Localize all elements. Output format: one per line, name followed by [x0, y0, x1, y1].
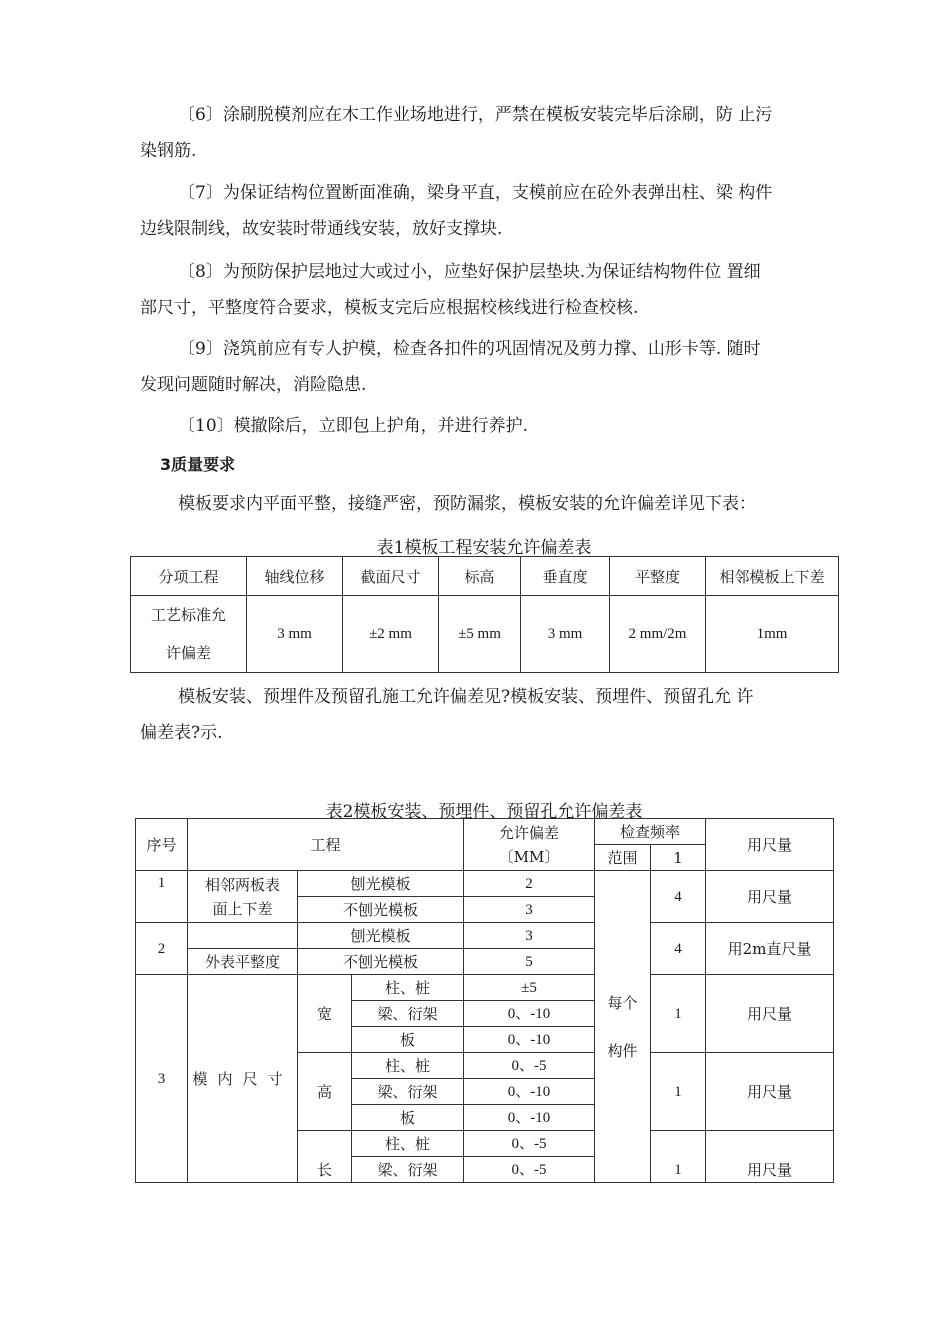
value-cell: ±5 mm — [439, 596, 521, 673]
text-line: 〔8〕为预防保护层地过大或过小，应垫好保护层垫块.为保证结构物件位 置细 — [178, 262, 761, 282]
dimension-cell: 宽 — [298, 975, 352, 1053]
seq-cell: 1 — [136, 871, 188, 923]
sub-item-cell: 刨光模板 — [298, 871, 464, 897]
table-row — [136, 923, 834, 949]
header-frequency: 检查频率 — [595, 819, 706, 845]
header-tolerance-label: 允许偏差 — [499, 823, 560, 842]
method-cell: 用2m直尺量 — [706, 923, 834, 975]
item-cell — [188, 871, 298, 923]
row-label-cell — [131, 596, 247, 673]
sub-item-cell: 不刨光模板 — [298, 897, 464, 923]
member-cell: 梁、衍架 — [352, 1157, 464, 1183]
text-line: 模板要求内平面平整，接缝严密，预防漏浆，模板安装的允许偏差详见下表： — [178, 494, 756, 514]
table-header-row — [131, 557, 839, 596]
member-cell: 梁、衍架 — [352, 1079, 464, 1105]
table2 — [135, 818, 834, 1183]
header-range: 范围 — [595, 845, 651, 871]
header-method: 用尺量 — [706, 819, 834, 871]
header-cell: 截面尺寸 — [343, 557, 439, 596]
qty-cell: 4 — [651, 871, 706, 923]
method-cell: 用尺量 — [706, 975, 834, 1053]
header-item: 工程 — [188, 819, 464, 871]
paragraph-10 — [140, 408, 840, 444]
table2-caption: 表2模板安装、预埋件、预留孔允许偏差表 — [325, 802, 643, 822]
header-cell: 分项工程 — [131, 557, 247, 596]
header-qty: 1 — [651, 845, 706, 871]
range-line: 构件 — [607, 1041, 638, 1060]
text-line: 〔7〕为保证结构位置断面准确，梁身平直，支模前应在砼外表弹出柱、梁 构件 — [178, 183, 773, 203]
method-cell: 用尺量 — [706, 1131, 834, 1183]
tolerance-cell: 3 — [464, 923, 595, 949]
after-table1-paragraph — [140, 679, 840, 751]
value-cell: ±2 mm — [343, 596, 439, 673]
dimension-cell: 高 — [298, 1053, 352, 1131]
member-cell: 柱、桩 — [352, 975, 464, 1001]
header-seq: 序号 — [136, 819, 188, 871]
header-cell: 垂直度 — [521, 557, 610, 596]
tolerance-cell: 0、-5 — [464, 1131, 595, 1157]
tolerance-cell: 2 — [464, 871, 595, 897]
paragraph-8 — [140, 254, 840, 326]
tolerance-cell: 0、-5 — [464, 1053, 595, 1079]
table-row — [136, 975, 834, 1001]
sub-item-cell: 不刨光模板 — [298, 949, 464, 975]
member-cell: 柱、桩 — [352, 1131, 464, 1157]
table-row — [136, 871, 834, 897]
method-cell: 用尺量 — [706, 871, 834, 923]
table1 — [130, 556, 839, 673]
range-line: 每个 — [607, 993, 638, 1012]
qty-cell: 1 — [651, 1131, 706, 1183]
header-tolerance-unit: 〔MM〕 — [498, 847, 560, 866]
method-cell: 用尺量 — [706, 1053, 834, 1131]
item-cell-empty — [188, 923, 298, 949]
sub-item-cell: 刨光模板 — [298, 923, 464, 949]
value-cell: 3 mm — [247, 596, 343, 673]
tolerance-cell: 0、-5 — [464, 1157, 595, 1183]
member-cell: 梁、衍架 — [352, 1001, 464, 1027]
text-line: 偏差表?示. — [140, 723, 223, 743]
header-tolerance — [464, 819, 595, 871]
tolerance-cell: 0、-10 — [464, 1079, 595, 1105]
table-header-row — [136, 819, 834, 845]
item-line: 面上下差 — [212, 899, 273, 918]
row-label-line: 许偏差 — [165, 644, 211, 662]
seq-cell: 2 — [136, 923, 188, 975]
member-cell: 板 — [352, 1105, 464, 1131]
text-line: 〔9〕浇筑前应有专人护模，检查各扣件的巩固情况及剪力撑、山形卡等. 随时 — [178, 339, 761, 359]
table-row — [131, 596, 839, 673]
value-cell: 1mm — [706, 596, 839, 673]
header-cell: 轴线位移 — [247, 557, 343, 596]
member-cell: 板 — [352, 1027, 464, 1053]
header-cell: 相邻模板上下差 — [706, 557, 839, 596]
range-cell — [595, 871, 651, 1183]
paragraph-7 — [140, 175, 840, 247]
text-line: 〔6〕涂刷脱模剂应在木工作业场地进行，严禁在模板安装完毕后涂刷，防 止污 — [178, 105, 773, 125]
row-label-line: 工艺标准允 — [150, 606, 226, 624]
item-line: 相邻两板表 — [204, 875, 280, 894]
paragraph-6 — [140, 97, 840, 169]
tolerance-cell: 0、-10 — [464, 1001, 595, 1027]
tolerance-cell: ±5 — [464, 975, 595, 1001]
dimension-cell: 长 — [298, 1131, 352, 1183]
header-cell: 标高 — [439, 557, 521, 596]
tolerance-cell: 3 — [464, 897, 595, 923]
text-line: 染钢筋. — [140, 141, 197, 161]
tolerance-cell: 0、-10 — [464, 1027, 595, 1053]
paragraph-9 — [140, 331, 840, 403]
qty-cell: 1 — [651, 1053, 706, 1131]
qty-cell: 4 — [651, 923, 706, 975]
text-line: 模板安装、预埋件及预留孔施工允许偏差见?模板安装、预埋件、预留孔允 许 — [178, 687, 754, 707]
tolerance-cell: 5 — [464, 949, 595, 975]
text-line: 发现问题随时解决，消险隐患. — [140, 375, 367, 395]
tolerance-cell: 0、-10 — [464, 1105, 595, 1131]
seq-cell: 3 — [136, 975, 188, 1183]
item-cell: 模内尺寸 — [188, 975, 298, 1183]
section-heading: 3质量要求 — [160, 455, 236, 474]
value-cell: 3 mm — [521, 596, 610, 673]
text-line: 边线限制线，故安装时带通线安装，放好支撑块. — [140, 219, 503, 239]
member-cell: 柱、桩 — [352, 1053, 464, 1079]
value-cell: 2 mm/2m — [610, 596, 706, 673]
text-line: 部尺寸，平整度符合要求，模板支完后应根据校核线进行检查校核. — [140, 298, 639, 318]
table1-caption: 表1模板工程安装允许偏差表 — [376, 538, 592, 558]
intro-paragraph — [140, 486, 840, 522]
header-cell: 平整度 — [610, 557, 706, 596]
qty-cell: 1 — [651, 975, 706, 1053]
text-line: 〔10〕模撤除后，立即包上护角，并进行养护. — [178, 416, 529, 436]
item-cell: 外表平整度 — [188, 949, 298, 975]
